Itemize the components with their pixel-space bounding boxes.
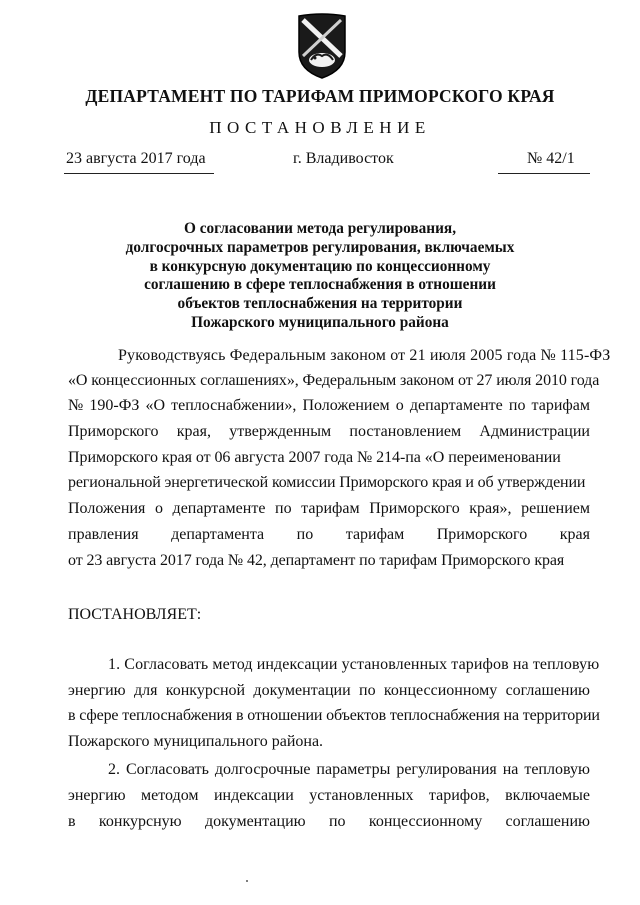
word: конкурсной bbox=[165, 682, 246, 699]
word: Администрации bbox=[479, 423, 590, 440]
word: параметры bbox=[316, 761, 391, 778]
title-line: Пожарского муниципального района bbox=[191, 313, 449, 331]
word: индексации bbox=[213, 787, 294, 804]
word: края», bbox=[469, 500, 512, 517]
preamble-line: «О концессионных соглашениях», Федеральным законом от 27 июля 2010 года bbox=[68, 372, 600, 389]
word: по bbox=[296, 526, 314, 543]
word: регулирования bbox=[396, 761, 497, 778]
word: тарифам bbox=[345, 526, 405, 543]
document-number: № 42/1 bbox=[527, 150, 575, 167]
title-line: объектов теплоснабжения на территории bbox=[177, 295, 463, 313]
word: конкурсную bbox=[98, 813, 182, 830]
word: края bbox=[559, 526, 590, 543]
item2-line bbox=[68, 787, 590, 805]
word: энергию bbox=[68, 787, 126, 804]
title-line: соглашению в сфере теплоснабжения в отношении bbox=[144, 276, 496, 294]
word: документацию bbox=[204, 813, 306, 830]
word: для bbox=[133, 682, 158, 699]
word: концессионному bbox=[383, 682, 498, 699]
word: постановлением bbox=[349, 423, 462, 440]
preamble-line bbox=[68, 397, 590, 415]
document-title bbox=[80, 220, 560, 333]
word: тарифам bbox=[301, 500, 360, 517]
word: Приморского bbox=[369, 500, 460, 517]
item1-line: 1. Согласовать метод индексации установленных тарифов на тепловую bbox=[108, 656, 600, 673]
word: 2. bbox=[108, 761, 120, 778]
preamble-line: Руководствуясь Федеральным законом от 21 июля 2005 года № 115-ФЗ bbox=[118, 347, 611, 364]
word: тепловую bbox=[524, 761, 590, 778]
word: теплоснабжении», bbox=[171, 397, 297, 414]
word: на bbox=[502, 761, 519, 778]
word: департаменте bbox=[409, 397, 503, 414]
scan-dot bbox=[246, 880, 248, 882]
resolves-heading: ПОСТАНОВЛЯЕТ: bbox=[68, 606, 202, 623]
word: «О bbox=[145, 397, 166, 414]
word: утвержденным bbox=[229, 423, 332, 440]
department-name: ДЕПАРТАМЕНТ ПО ТАРИФАМ ПРИМОРСКОГО КРАЯ bbox=[85, 86, 555, 106]
number-underline bbox=[498, 173, 590, 174]
word: департаменте bbox=[172, 500, 266, 517]
word: Приморского bbox=[68, 423, 159, 440]
word: энергию bbox=[68, 682, 126, 699]
preamble-line: Приморского края от 06 августа 2007 года № 214-па «О переименовании bbox=[68, 449, 561, 466]
item2-line bbox=[68, 813, 590, 831]
word: правления bbox=[68, 526, 139, 543]
word: методом bbox=[141, 787, 199, 804]
word: Согласовать bbox=[125, 761, 209, 778]
title-line: О согласовании метода регулирования, bbox=[183, 220, 457, 237]
word: долгосрочные bbox=[214, 761, 311, 778]
word: № bbox=[68, 397, 84, 414]
document-city: г. Владивосток bbox=[293, 150, 394, 167]
word: включаемые bbox=[505, 787, 590, 804]
date-underline bbox=[64, 173, 214, 174]
word: по bbox=[328, 813, 346, 830]
word: о bbox=[395, 397, 404, 414]
item2-line bbox=[68, 761, 590, 779]
title-line: в конкурсную документацию по концессионному bbox=[149, 257, 491, 275]
word: по bbox=[275, 500, 292, 517]
word: Положением bbox=[302, 397, 390, 414]
word: края, bbox=[176, 423, 211, 440]
item1-line bbox=[68, 682, 590, 700]
preamble-line bbox=[68, 423, 590, 441]
word: о bbox=[154, 500, 163, 517]
word: тарифов, bbox=[428, 787, 490, 804]
preamble-line: от 23 августа 2017 года № 42, департамент по тарифам Приморского края bbox=[68, 552, 565, 569]
word: соглашению bbox=[505, 682, 590, 699]
word: департамента bbox=[171, 526, 265, 543]
preamble-line: региональной энергетической комиссии Приморского края и об утверждении bbox=[68, 474, 586, 491]
word: установленных bbox=[309, 787, 414, 804]
word: по bbox=[359, 682, 376, 699]
preamble-line bbox=[68, 500, 590, 518]
word: соглашению bbox=[505, 813, 590, 830]
document-date: 23 августа 2017 года bbox=[66, 150, 206, 167]
word: Положения bbox=[68, 500, 146, 517]
document-type: ПОСТАНОВЛЕНИЕ bbox=[209, 118, 431, 137]
word: концессионному bbox=[368, 813, 483, 830]
preamble-line bbox=[68, 526, 590, 544]
word: по bbox=[508, 397, 526, 414]
word: Приморского bbox=[436, 526, 528, 543]
word: документации bbox=[253, 682, 351, 699]
word: 190-ФЗ bbox=[89, 397, 140, 414]
item1-line: Пожарского муниципального района. bbox=[68, 733, 324, 750]
word: тарифам bbox=[531, 397, 590, 414]
word: решением bbox=[521, 500, 590, 517]
title-line: долгосрочных параметров регулирования, включаемых bbox=[125, 238, 515, 256]
item1-line: в сфере теплоснабжения в отношении объектов теплоснабжения на территории bbox=[68, 707, 600, 724]
coat-of-arms-icon bbox=[295, 12, 349, 80]
word: в bbox=[68, 813, 76, 830]
